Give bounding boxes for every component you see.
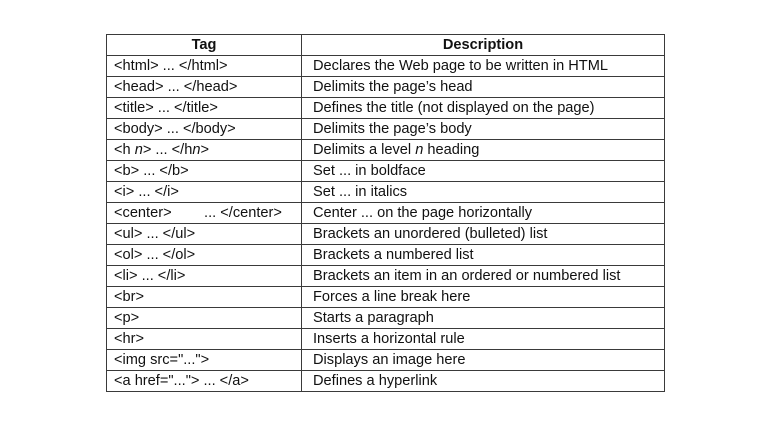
tag-variable-n: n xyxy=(134,142,143,158)
table-row xyxy=(107,287,665,308)
description-cell: Displays an image here xyxy=(302,350,665,371)
tag-text-part: <h xyxy=(114,142,135,158)
description-cell xyxy=(302,140,665,161)
table-row xyxy=(107,77,665,98)
table-row xyxy=(107,350,665,371)
tag-cell: <center> ... </center> xyxy=(107,203,302,224)
table-row xyxy=(107,245,665,266)
description-cell: Inserts a horizontal rule xyxy=(302,329,665,350)
tag-cell: <img src="..."> xyxy=(107,350,302,371)
description-cell: Declares the Web page to be written in HTML xyxy=(302,56,665,77)
description-cell: Brackets an unordered (bulleted) list xyxy=(302,224,665,245)
tag-cell: <p> xyxy=(107,308,302,329)
table-row xyxy=(107,56,665,77)
table-row xyxy=(107,182,665,203)
table-row xyxy=(107,140,665,161)
description-text-part: heading xyxy=(423,142,480,158)
table-row xyxy=(107,329,665,350)
tag-text-part: > xyxy=(200,142,209,158)
tag-cell: <head> ... </head> xyxy=(107,77,302,98)
description-cell: Set ... in boldface xyxy=(302,161,665,182)
table-row xyxy=(107,371,665,392)
html-tags-table-container xyxy=(106,34,664,392)
tag-text-part: > ... </h xyxy=(142,142,193,158)
tag-cell: <li> ... </li> xyxy=(107,266,302,287)
tag-cell: <ul> ... </ul> xyxy=(107,224,302,245)
table-row xyxy=(107,308,665,329)
table-row xyxy=(107,161,665,182)
description-cell: Set ... in italics xyxy=(302,182,665,203)
table-header-row xyxy=(107,35,665,56)
tag-cell: <title> ... </title> xyxy=(107,98,302,119)
tag-cell: <html> ... </html> xyxy=(107,56,302,77)
description-cell: Defines a hyperlink xyxy=(302,371,665,392)
tag-cell: <br> xyxy=(107,287,302,308)
table-row xyxy=(107,203,665,224)
description-cell: Starts a paragraph xyxy=(302,308,665,329)
description-cell: Defines the title (not displayed on the page) xyxy=(302,98,665,119)
tag-cell: <i> ... </i> xyxy=(107,182,302,203)
tag-cell: <ol> ... </ol> xyxy=(107,245,302,266)
tag-cell xyxy=(107,140,302,161)
tag-column-header: Tag xyxy=(107,35,302,56)
table-row xyxy=(107,119,665,140)
table-row xyxy=(107,98,665,119)
tag-cell: <b> ... </b> xyxy=(107,161,302,182)
description-column-header: Description xyxy=(302,35,665,56)
description-variable-n: n xyxy=(415,142,424,158)
tag-cell: <body> ... </body> xyxy=(107,119,302,140)
description-cell: Brackets an item in an ordered or numbered list xyxy=(302,266,665,287)
description-cell: Forces a line break here xyxy=(302,287,665,308)
description-cell: Center ... on the page horizontally xyxy=(302,203,665,224)
description-cell: Delimits the page’s head xyxy=(302,77,665,98)
tag-cell: <a href="..."> ... </a> xyxy=(107,371,302,392)
description-text-part: Delimits a level xyxy=(313,142,416,158)
table-row xyxy=(107,224,665,245)
tag-variable-n: n xyxy=(192,142,201,158)
table-row xyxy=(107,266,665,287)
description-cell: Brackets a numbered list xyxy=(302,245,665,266)
tag-cell: <hr> xyxy=(107,329,302,350)
description-cell: Delimits the page’s body xyxy=(302,119,665,140)
html-tags-table xyxy=(106,34,665,392)
